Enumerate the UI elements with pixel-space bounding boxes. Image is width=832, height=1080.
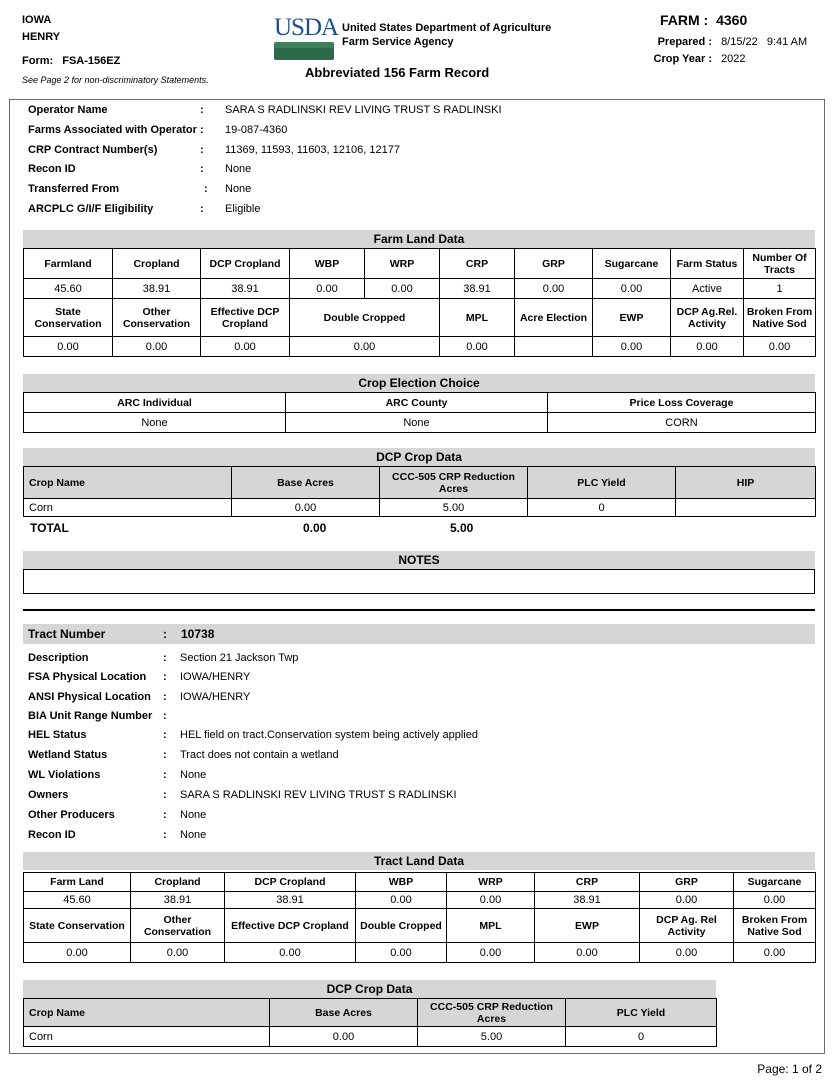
table-cell: 0.00 bbox=[201, 337, 290, 357]
crp-contracts-value: 11369, 11593, 11603, 12106, 12177 bbox=[225, 144, 400, 156]
table-cell: 0.00 bbox=[640, 943, 734, 963]
table-cell: 0.00 bbox=[232, 499, 380, 517]
separator-colon: : bbox=[200, 124, 204, 136]
tract-field-label: Wetland Status bbox=[28, 749, 108, 761]
col-header: Crop Name bbox=[24, 999, 270, 1027]
table-cell: 38.91 bbox=[201, 279, 290, 299]
table-cell: 0.00 bbox=[225, 943, 356, 963]
col-header: Double Cropped bbox=[290, 299, 440, 337]
tract-field-label: FSA Physical Location bbox=[28, 671, 147, 683]
table-row bbox=[24, 337, 816, 357]
tract-field-value: HEL field on tract.Conservation system being actively applied bbox=[180, 729, 478, 741]
col-header: Price Loss Coverage bbox=[548, 393, 816, 413]
dcp-crop-data-title: DCP Crop Data bbox=[23, 448, 815, 466]
col-header: Number Of Tracts bbox=[744, 249, 816, 279]
table-header-row bbox=[24, 393, 816, 413]
notes-title: NOTES bbox=[23, 551, 815, 569]
page-number: Page: 1 of 2 bbox=[757, 1062, 822, 1076]
table-cell: 38.91 bbox=[535, 892, 640, 909]
col-header: Broken From Native Sod bbox=[744, 299, 816, 337]
col-header: ARC County bbox=[286, 393, 548, 413]
table-cell: None bbox=[24, 413, 286, 433]
total-label: TOTAL bbox=[30, 521, 69, 535]
table-row bbox=[24, 279, 816, 299]
col-header: Cropland bbox=[131, 873, 225, 892]
table-cell: Active bbox=[671, 279, 744, 299]
tract-field-label: Description bbox=[28, 652, 89, 664]
table-header-row bbox=[24, 999, 717, 1027]
table-cell: 0.00 bbox=[270, 1027, 418, 1047]
document-title: Abbreviated 156 Farm Record bbox=[305, 65, 490, 80]
notes-box bbox=[23, 569, 815, 594]
tract-number-bar bbox=[23, 624, 815, 644]
tract-field-value: None bbox=[180, 809, 207, 821]
table-cell: 0 bbox=[566, 1027, 717, 1047]
recon-id-label: Recon ID bbox=[28, 163, 76, 175]
agency-line1: United States Department of Agriculture bbox=[342, 22, 552, 34]
col-header: DCP Ag.Rel. Activity bbox=[671, 299, 744, 337]
col-header: Base Acres bbox=[270, 999, 418, 1027]
table-cell: 0.00 bbox=[290, 337, 440, 357]
transferred-from-label: Transferred From bbox=[28, 183, 120, 195]
col-header: DCP Cropland bbox=[201, 249, 290, 279]
separator-colon: : bbox=[200, 163, 204, 175]
col-header: Effective DCP Cropland bbox=[225, 909, 356, 943]
table-cell: 0.00 bbox=[671, 337, 744, 357]
separator-colon: : bbox=[163, 729, 167, 741]
separator-colon: : bbox=[200, 144, 204, 156]
col-header: HIP bbox=[676, 467, 816, 499]
table-cell: 45.60 bbox=[24, 279, 113, 299]
col-header: State Conservation bbox=[24, 299, 113, 337]
col-header: CRP bbox=[440, 249, 515, 279]
col-header: CRP bbox=[535, 873, 640, 892]
separator-colon: : bbox=[163, 710, 167, 722]
crop-election-table bbox=[23, 392, 816, 433]
table-header-row bbox=[24, 467, 816, 499]
logo-field-highlight bbox=[274, 42, 334, 48]
tract-dcp-crop-table bbox=[23, 998, 717, 1047]
col-header: Broken From Native Sod bbox=[734, 909, 816, 943]
tract-field-value: IOWA/HENRY bbox=[180, 691, 251, 703]
prepared-block bbox=[646, 34, 807, 68]
table-cell bbox=[515, 337, 593, 357]
col-header: Sugarcane bbox=[593, 249, 671, 279]
tract-field-label: Other Producers bbox=[28, 809, 115, 821]
col-header: Other Conservation bbox=[113, 299, 201, 337]
usda-logo bbox=[274, 14, 339, 64]
separator-colon: : bbox=[163, 829, 167, 841]
table-cell: 38.91 bbox=[113, 279, 201, 299]
farm-land-data-title: Farm Land Data bbox=[23, 230, 815, 248]
tract-field-value: IOWA/HENRY bbox=[180, 671, 251, 683]
table-cell: 0.00 bbox=[744, 337, 816, 357]
table-cell: 0.00 bbox=[734, 892, 816, 909]
farms-associated-value: 19-087-4360 bbox=[225, 124, 288, 136]
table-cell: 0.00 bbox=[290, 279, 365, 299]
col-header: PLC Yield bbox=[566, 999, 717, 1027]
separator-colon: : bbox=[204, 183, 208, 195]
table-cell: 38.91 bbox=[131, 892, 225, 909]
prepared-date: 8/15/22 bbox=[721, 36, 758, 48]
section-divider bbox=[23, 609, 815, 611]
col-header: EWP bbox=[535, 909, 640, 943]
crop-year-label: Crop Year : bbox=[653, 53, 712, 65]
non-discrimination-note: See Page 2 for non-discriminatory Statements. bbox=[22, 75, 209, 85]
tract-dcp-crop-title: DCP Crop Data bbox=[23, 980, 716, 998]
total-base-acres: 0.00 bbox=[303, 521, 327, 535]
table-cell: 5.00 bbox=[418, 1027, 566, 1047]
form-value: FSA-156EZ bbox=[62, 55, 121, 67]
table-row bbox=[24, 499, 816, 517]
tract-land-data-title: Tract Land Data bbox=[23, 852, 815, 870]
table-row bbox=[24, 892, 816, 909]
tract-number-label: Tract Number bbox=[28, 627, 106, 641]
table-cell: 0.00 bbox=[356, 892, 447, 909]
tract-field-label: ANSI Physical Location bbox=[28, 691, 151, 703]
tract-field-value: SARA S RADLINSKI REV LIVING TRUST S RADLINSKI bbox=[180, 789, 457, 801]
form-id bbox=[22, 53, 209, 70]
col-header: DCP Cropland bbox=[225, 873, 356, 892]
col-header: ARC Individual bbox=[24, 393, 286, 413]
separator-colon: : bbox=[163, 789, 167, 801]
table-cell bbox=[676, 499, 816, 517]
header-left bbox=[22, 12, 209, 89]
tract-land-table bbox=[23, 872, 816, 963]
col-header: Effective DCP Cropland bbox=[201, 299, 290, 337]
separator-colon: : bbox=[200, 104, 204, 116]
tract-field-label: HEL Status bbox=[28, 729, 87, 741]
col-header: Other Conservation bbox=[131, 909, 225, 943]
tract-field-label: BIA Unit Range Number bbox=[28, 710, 153, 722]
farm-land-table bbox=[23, 248, 816, 357]
table-cell: 45.60 bbox=[24, 892, 131, 909]
table-cell: 0.00 bbox=[734, 943, 816, 963]
table-row bbox=[24, 413, 816, 433]
table-cell: 0.00 bbox=[131, 943, 225, 963]
table-cell: 38.91 bbox=[440, 279, 515, 299]
col-header: MPL bbox=[440, 299, 515, 337]
table-cell: 0.00 bbox=[447, 943, 535, 963]
table-cell: CORN bbox=[548, 413, 816, 433]
col-header: EWP bbox=[593, 299, 671, 337]
total-ccc-acres: 5.00 bbox=[450, 521, 474, 535]
col-header: Farmland bbox=[24, 249, 113, 279]
county-name: HENRY bbox=[22, 31, 61, 43]
table-cell: 0.00 bbox=[640, 892, 734, 909]
table-cell: 0.00 bbox=[24, 337, 113, 357]
col-header: Acre Election bbox=[515, 299, 593, 337]
table-cell: Corn bbox=[24, 1027, 270, 1047]
table-cell: 0.00 bbox=[447, 892, 535, 909]
arcplc-eligibility-label: ARCPLC G/I/F Eligibility bbox=[28, 203, 154, 215]
agency-name bbox=[342, 21, 551, 49]
crop-year: 2022 bbox=[721, 53, 746, 65]
table-header-row bbox=[24, 249, 816, 279]
table-row bbox=[24, 943, 816, 963]
table-header-row bbox=[24, 909, 816, 943]
table-cell: 5.00 bbox=[380, 499, 528, 517]
table-cell: 0.00 bbox=[593, 337, 671, 357]
logo-text: USDA bbox=[274, 14, 339, 41]
col-header: DCP Ag. Rel Activity bbox=[640, 909, 734, 943]
operator-name-label: Operator Name bbox=[28, 104, 108, 116]
col-header: WBP bbox=[356, 873, 447, 892]
farm-number-block bbox=[660, 12, 747, 28]
farm-number: 4360 bbox=[716, 12, 748, 28]
form-label: Form: bbox=[22, 55, 54, 67]
recon-id-value: None bbox=[225, 163, 252, 175]
separator-colon: : bbox=[163, 809, 167, 821]
table-row bbox=[24, 1027, 717, 1047]
table-cell: 0.00 bbox=[440, 337, 515, 357]
arcplc-eligibility-value: Eligible bbox=[225, 203, 261, 215]
col-header: WBP bbox=[290, 249, 365, 279]
table-header-row bbox=[24, 873, 816, 892]
separator-colon: : bbox=[163, 671, 167, 683]
col-header: WRP bbox=[365, 249, 440, 279]
tract-field-value: None bbox=[180, 829, 207, 841]
table-cell: 1 bbox=[744, 279, 816, 299]
operator-name-value: SARA S RADLINSKI REV LIVING TRUST S RADLINSKI bbox=[225, 104, 502, 116]
table-cell: 0.00 bbox=[515, 279, 593, 299]
col-header: Farm Land bbox=[24, 873, 131, 892]
table-cell: 0.00 bbox=[593, 279, 671, 299]
separator-colon: : bbox=[163, 769, 167, 781]
col-header: Base Acres bbox=[232, 467, 380, 499]
separator-colon: : bbox=[163, 749, 167, 761]
table-cell: None bbox=[286, 413, 548, 433]
col-header: MPL bbox=[447, 909, 535, 943]
col-header: CCC-505 CRP Reduction Acres bbox=[380, 467, 528, 499]
col-header: Cropland bbox=[113, 249, 201, 279]
col-header: Double Cropped bbox=[356, 909, 447, 943]
table-cell: 0 bbox=[528, 499, 676, 517]
table-cell: 0.00 bbox=[356, 943, 447, 963]
col-header: Sugarcane bbox=[734, 873, 816, 892]
col-header: Crop Name bbox=[24, 467, 232, 499]
tract-field-label: WL Violations bbox=[28, 769, 101, 781]
separator-colon: : bbox=[163, 652, 167, 664]
table-cell: 0.00 bbox=[535, 943, 640, 963]
tract-field-value: Tract does not contain a wetland bbox=[180, 749, 339, 761]
table-cell: Corn bbox=[24, 499, 232, 517]
table-cell: 0.00 bbox=[365, 279, 440, 299]
col-header: State Conservation bbox=[24, 909, 131, 943]
table-header-row bbox=[24, 299, 816, 337]
table-cell: 0.00 bbox=[24, 943, 131, 963]
tract-field-value: Section 21 Jackson Twp bbox=[180, 652, 299, 664]
prepared-time: 9:41 AM bbox=[766, 36, 808, 48]
table-cell: 0.00 bbox=[113, 337, 201, 357]
tract-field-value: None bbox=[180, 769, 207, 781]
separator-colon: : bbox=[200, 203, 204, 215]
col-header: CCC-505 CRP Reduction Acres bbox=[418, 999, 566, 1027]
farm-label: FARM : bbox=[660, 12, 709, 28]
tract-field-label: Recon ID bbox=[28, 829, 76, 841]
prepared-label: Prepared : bbox=[657, 36, 712, 48]
dcp-crop-table bbox=[23, 466, 816, 517]
separator-colon: : bbox=[163, 627, 167, 641]
tract-number-value: 10738 bbox=[181, 627, 215, 641]
table-cell: 38.91 bbox=[225, 892, 356, 909]
separator-colon: : bbox=[163, 691, 167, 703]
col-header: WRP bbox=[447, 873, 535, 892]
farms-associated-label: Farms Associated with Operator bbox=[28, 124, 197, 136]
col-header: Farm Status bbox=[671, 249, 744, 279]
col-header: GRP bbox=[640, 873, 734, 892]
crop-election-title: Crop Election Choice bbox=[23, 374, 815, 392]
crp-contracts-label: CRP Contract Number(s) bbox=[28, 144, 158, 156]
agency-line2: Farm Service Agency bbox=[342, 36, 454, 48]
col-header: PLC Yield bbox=[528, 467, 676, 499]
col-header: GRP bbox=[515, 249, 593, 279]
tract-field-label: Owners bbox=[28, 789, 69, 801]
transferred-from-value: None bbox=[225, 183, 252, 195]
state-name: IOWA bbox=[22, 14, 52, 26]
